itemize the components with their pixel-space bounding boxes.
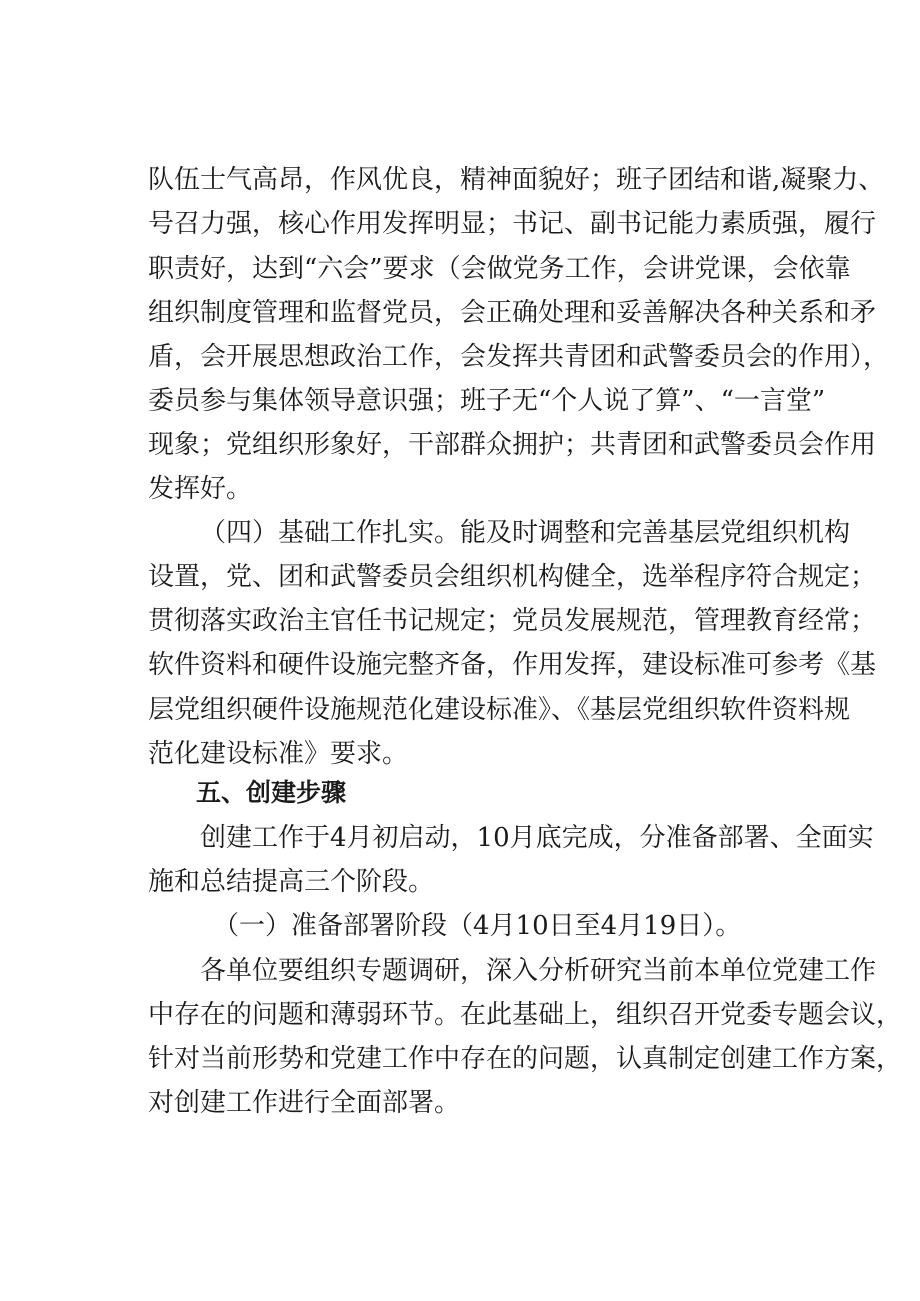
section-heading: 五、创建步骤 (196, 778, 347, 807)
paragraph4-line-4: 对创建工作进行全面部署。 (148, 1088, 461, 1118)
paragraph4-line-2: 中存在的问题和薄弱环节。在此基础上，组织召开党委专题会议， (148, 1000, 903, 1030)
paragraph2-line-5: 层党组织硬件设施规范化建设标准》、《基层党组织软件资料规 (148, 695, 851, 725)
paragraph1-line-1: 队伍士气高昂，作风优良，精神面貌好；班子团结和谐,凝聚力、 (148, 165, 885, 195)
paragraph2-line-2: 设置，党、团和武警委员会组织机构健全，选举程序符合规定； (148, 562, 877, 592)
paragraph1-line-3: 职责好，达到“六会”要求（会做党务工作，会讲党课，会依靠 (148, 254, 851, 284)
subheading: （一）准备部署阶段（4月10日至4月19日）。 (213, 911, 742, 941)
paragraph1-line-7: 现象；党组织形象好，干部群众拥护；共青团和武警委员会作用 (148, 430, 877, 460)
paragraph4-line-1: 各单位要组织专题调研，深入分析研究当前本单位党建工作 (200, 956, 877, 986)
paragraph3-line-1: 创建工作于4月初启动，10月底完成，分准备部署、全面实 (200, 823, 874, 853)
paragraph4-line-3: 针对当前形势和党建工作中存在的问题，认真制定创建工作方案， (148, 1044, 903, 1074)
paragraph1-line-8: 发挥好。 (148, 474, 253, 504)
paragraph2-line-4: 软件资料和硬件设施完整齐备，作用发挥，建设标准可参考《基 (148, 650, 877, 680)
paragraph2-line-6: 范化建设标准》要求。 (148, 739, 409, 769)
paragraph1-line-4: 组织制度管理和监督党员，会正确处理和妥善解决各种关系和矛 (148, 298, 877, 328)
paragraph1-line-2: 号召力强，核心作用发挥明显；书记、副书记能力素质强，履行 (148, 209, 877, 239)
paragraph2-line-1: （四）基础工作扎实。能及时调整和完善基层党组织机构 (200, 518, 851, 548)
paragraph1-line-5: 盾，会开展思想政治工作，会发挥共青团和武警委员会的作用）， (148, 342, 890, 372)
paragraph1-line-6: 委员参与集体领导意识强；班子无“个人说了算”、“一言堂” (148, 386, 826, 416)
paragraph3-line-2: 施和总结提高三个阶段。 (148, 867, 435, 897)
paragraph2-line-3: 贯彻落实政治主官任书记规定；党员发展规范，管理教育经常； (148, 606, 877, 636)
